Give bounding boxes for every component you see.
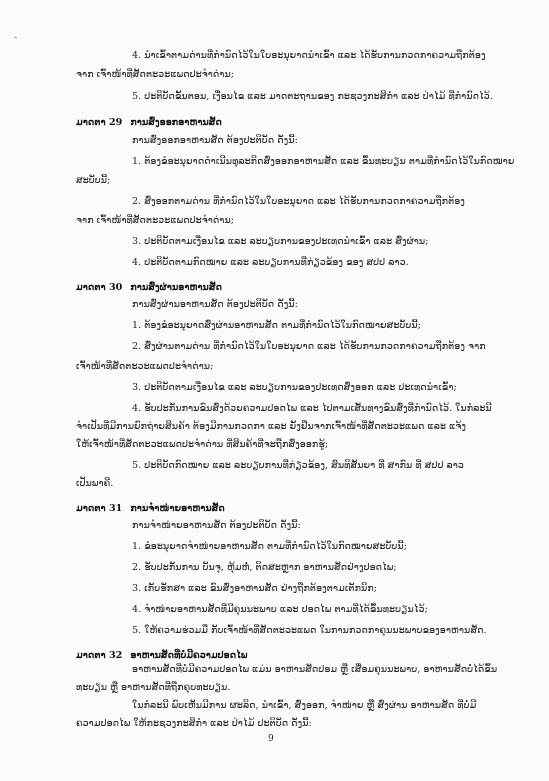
- article-title: ອາຫານສັດທີ່ບໍ່ມີຄວາມປອດໄພ: [130, 650, 248, 661]
- article-30-heading: [76, 282, 222, 294]
- text-line: 5. ປະຕິບັດຂັ້ນຕອນ, ເງື່ອນໄຂ ແລະ ມາດຕະຖານຂອງ ກະຊວງກະສິກຳ ແລະ ປ່າໄມ້ ທີ່ກຳນົດໄວ້.: [132, 91, 493, 102]
- text-line: 4. ຈຳໜ່າຍອາຫານສັດທີ່ມີຄຸນນະພາບ ແລະ ປອດໄພ ຕາມທີ່ໄດ້ຂຶ້ນທະບຽນໄວ້;: [132, 604, 428, 615]
- corner-mark: -: [14, 33, 18, 43]
- text-line: ການສົ່ງຜ່ານອາຫານສັດ ຕ້ອງປະຕິບັດ ດັ່ງນີ້:: [132, 299, 298, 310]
- text-line: ເຈົ້າໜ້າທີ່ສັດຕະວະແພດປະຈຳດ່ານ;: [76, 361, 214, 372]
- text-line: 1. ຕ້ອງຂໍອະນຸຍາດດຳເນີນທຸລະກິດສົ່ງອອກອາຫານສັດ ແລະ ຂຶ້ນທະບຽນ ຕາມທີ່ກຳນົດໄວ້ໃນກົດໝາຍ: [132, 156, 515, 167]
- article-number: ມາດຕາ 31: [76, 503, 123, 514]
- text-line: ຈາກ ເຈົ້າໜ້າທີ່ສັດຕະວະແພດປະຈຳດ່ານ;: [76, 215, 235, 226]
- text-line: ຈຳເປັນທີ່ມີການຍົກຖ່າຍສິນຄ້າ ຕ້ອງມີການກວດກາ ແລະ ຍັ້ງຢືນຈາກເຈົ້າໜ້າທີ່ສັດຕະວະແພດ ແລະ ແຈ້ງ: [76, 421, 467, 432]
- text-line: 1. ຂໍອະນຸຍາດຈຳໜ່າຍອາຫານສັດ ຕາມທີ່ກຳນົດໄວ້ໃນກົດໝາຍສະບັບນີ້;: [132, 541, 407, 552]
- text-line: ອາຫານສັດທີ່ບໍ່ມີຄວາມປອດໄພ ແມ່ນ ອາຫານສັດປອມ ຫຼື ເສື່ອມຄຸນນະພາບ, ອາຫານສັດບໍ່ໄດ້ຂຶ້ນ: [132, 664, 498, 675]
- text-line: ຈາກ ເຈົ້າໜ້າທີ່ສັດຕະວະແພດປະຈຳດ່ານ;: [76, 69, 235, 80]
- text-line: 5. ໃຫ້ຄວາມຮ່ວມມື ກັບເຈົ້າໜ້າທີ່ສັດຕະວະແພດ ໃນການກວດກາຄຸນນະພາບຂອງອາຫານສັດ.: [132, 625, 487, 636]
- text-line: 3. ປະຕິບັດຕາມເງື່ອນໄຂ ແລະ ລະບຽບການຂອງປະເທດນຳເຂົ້າ ແລະ ສົ່ງຜ່ານ;: [132, 236, 429, 247]
- text-line: 4. ຮັບປະກັນການຂົນສົ່ງດ້ວຍຄວາມປອດໄພ ແລະ ໄປຕາມເສັ້ນທາງຂົນສົ່ງທີ່ກຳນົດໄວ້. ໃນກໍລະນີ: [132, 403, 492, 414]
- article-title: ການຈຳໜ່າຍອາຫານສັດ: [130, 503, 225, 514]
- text-line: 3. ເກັບຮັກສາ ແລະ ຂົນສົ່ງອາຫານສັດ ຢ່າງຖືກຕ້ອງຕາມເຕັກນິກ;: [132, 583, 377, 594]
- article-number: ມາດຕາ 30: [76, 282, 123, 293]
- text-line: ເປັນພາຄີ.: [76, 478, 114, 489]
- article-title: ການສົ່ງອອກອາຫານສັດ: [130, 117, 222, 128]
- article-number: ມາດຕາ 29: [76, 117, 123, 128]
- text-line: ທະບຽນ ຫຼື ອາຫານສັດທີ່ຖືກຄຸບທະບຽນ.: [76, 682, 231, 693]
- text-line: ການຈຳໜ່າຍອາຫານສັດ ຕ້ອງປະຕິບັດ ດັ່ງນີ້:: [132, 520, 301, 531]
- article-title: ການສົ່ງຜ່ານອາຫານສັດ: [130, 282, 223, 293]
- text-line: ໃນກໍລະນີ ພົບເຫັນມີການ ຜະລິດ, ນຳເຂົ້າ, ສົ່ງອອກ, ຈຳໜ່າຍ ຫຼື ສົ່ງຜ່ານ ອາຫານສັດ ທີ່ບໍ່ມີ: [132, 700, 477, 711]
- page-number: 9: [268, 734, 274, 744]
- text-line: 1. ຕ້ອງຂໍອະນຸຍາດສົ່ງຜ່ານອາຫານສັດ ຕາມທີ່ກຳນົດໄວ້ໃນກົດໝາຍສະບັບນີ້;: [132, 320, 421, 331]
- text-line: 2. ຮັບປະກັນການ ບັນຈຸ, ຫຸ້ມຫໍ່, ຕິດສະຫຼາກ ອາຫານສັດຢ່າງປອດໄພ;: [132, 562, 397, 573]
- text-line: 3. ປະຕິບັດຕາມເງື່ອນໄຂ ແລະ ລະບຽບການຂອງປະເທດສົ່ງອອກ ແລະ ປະເທດນຳເຂົ້າ;: [132, 382, 457, 393]
- text-line: 5. ປະຕິບັດກົດໝາຍ ແລະ ລະບຽບການທີ່ກ່ຽວຂ້ອງ, ສົນທິສັນຍາ ທີ່ ສາກົນ ທີ່ ສປປ ລາວ: [132, 460, 464, 471]
- text-line: ຄວາມປອດໄພ ໃຫ້ກະຊວງກະສິກຳ ແລະ ປ່າໄມ້ ປະຕິບັດ ດັ່ງນີ້:: [76, 718, 312, 729]
- article-number: ມາດຕາ 32: [76, 650, 123, 661]
- text-line: ການສົ່ງອອກອາຫານສັດ ຕ້ອງປະຕິບັດ ດັ່ງນີ້:: [132, 135, 298, 146]
- article-31-heading: [76, 503, 225, 515]
- text-line: 2. ສົ່ງຜ່ານຕາມດ່ານ ທີ່ກຳນົດໄວ້ໃນໃບອະນຸຍາດ ແລະ ໄດ້ຮັບການກວດກາຄວາມຖືກຕ້ອງ ຈາກ: [132, 341, 486, 352]
- text-line: 4. ປະຕິບັດຕາມກົດໝາຍ ແລະ ລະບຽບການທີ່ກ່ຽວຂ້ອງ ຂອງ ສປປ ລາວ.: [132, 257, 409, 268]
- text-line: 2. ສົ່ງອອກຕາມດ່ານ ທີ່ກຳນົດໄວ້ໃນໃບອະນຸຍາດ ແລະ ໄດ້ຮັບການກວດກາຄວາມຖືກຕ້ອງ: [132, 196, 465, 207]
- text-line: ສະບັບນີ້;: [76, 175, 111, 186]
- article-32-heading: [76, 650, 247, 662]
- text-line: ໃຫ້ເຈົ້າໜ້າທີ່ສັດຕະວະແພດປະຈຳດ່ານ ທີ່ສິນຄ້າທີ່ຈະຖືກສົ່ງອອກຮູ້;: [76, 439, 329, 450]
- text-line: 4. ນຳເຂົ້າຕາມດ່ານທີ່ກຳນົດໄວ້ໃນໃບອະນຸຍາດນຳເຂົ້າ ແລະ ໄດ້ຮັບການກວດກາຄວາມຖືກຕ້ອງ: [132, 50, 486, 61]
- article-29-heading: [76, 117, 222, 129]
